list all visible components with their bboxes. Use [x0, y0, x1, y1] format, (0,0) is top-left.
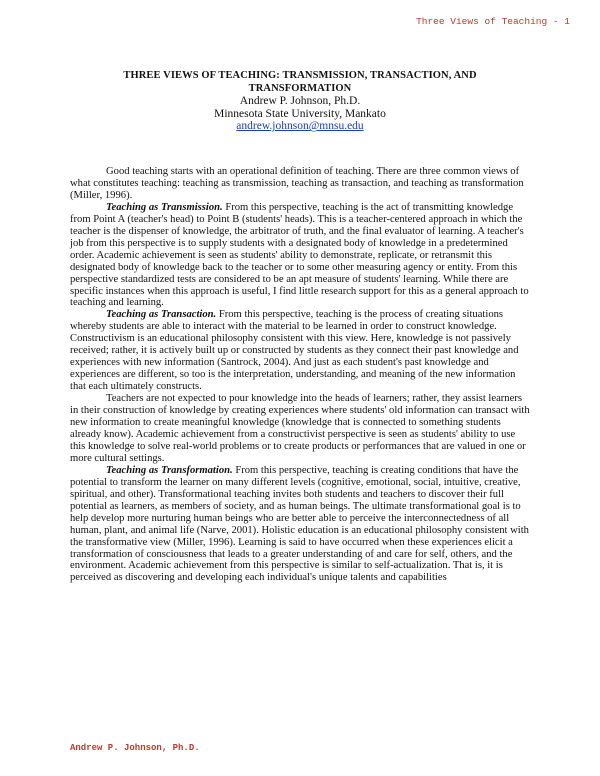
author-name: Andrew P. Johnson, Ph.D. [239, 95, 361, 108]
paper-body [70, 166, 530, 584]
paragraph-transaction [70, 309, 530, 393]
transmission-heading: Teaching as Transmission. [106, 201, 223, 213]
transmission-text: From this perspective, teaching is the act of transmitting knowledge from Point A (teacher's head) to Point B (students' heads). This is a teacher-centered approach in which the teacher is the dispenser of knowledge, the arbitrator of truth, and the final evaluator of learning. A teacher's job from this perspective is to supply students with a designated body of knowledge in a predetermined order. Academic achievement is seen as students' ability to demonstrate, replicate, or retransmit this designated body of knowledge back to the teacher or to some other measuring agency or entity. From this perspective standardized tests are considered to be an apt measure of students' learning. While there are specific instances when this approach is useful, I find little research support for this as a general approach to teaching and learning. [70, 201, 529, 309]
transformation-text: From this perspective, teaching is creating conditions that have the potential to transform the learner on many different levels (cognitive, emotional, social, intuitive, creative, spiritual, and other). Transformational teaching invites both students and teachers to discover their full potential as learners, as members of society, and as human beings. The ultimate transformational goal is to help develop more nurturing human beings who are better able to perceive the interconnectedness of all human, plant, and animal life (Narve, 2001). Holistic education is an educational philosophy consistent with the transformative view (Miller, 1996). Learning is said to have occurred when these experiences elicit a transformation of consciousness that leads to a greater understanding of and care for self, others, and the environment. Academic achievement from this perspective is similar to self-actualization. That is, it is perceived as discovering and developing each individual's unique talents and capabilities [70, 464, 529, 584]
transformation-heading: Teaching as Transformation. [106, 464, 233, 476]
transaction-text: From this perspective, teaching is the process of creating situations whereby students are able to interact with the material to be learned in order to construct knowledge. Constructivism is an educational philosophy consistent with this view. Here, knowledge is not passively received; rather, it is actively built up or constructed by students as they connect their past knowledge and experiences with new information (Santrock, 2004). And just as each student's past knowledge and experiences are different, so too is the interpretation, understanding, and meaning of the new information that each ultimately constructs. [70, 309, 519, 393]
paper-header [88, 70, 512, 133]
intro-text: Good teaching starts with an operational definition of teaching. There are three common views of what constitutes teaching: teaching as transmission, teaching as transaction, and teaching as transformation (Miller, 1996). [70, 166, 524, 201]
page-footer: Andrew P. Johnson, Ph.D. [70, 743, 200, 753]
paragraph-intro [70, 166, 530, 202]
author-affiliation: Minnesota State University, Mankato [214, 107, 386, 120]
paragraph-teachers [70, 393, 530, 465]
transaction-heading: Teaching as Transaction. [106, 309, 217, 321]
paragraph-transmission [70, 202, 530, 310]
paper-title [88, 70, 512, 95]
title-line-1: THREE VIEWS OF TEACHING: TRANSMISSION, TRANSACTION, AND [123, 70, 477, 81]
teachers-text: Teachers are not expected to pour knowledge into the heads of learners; rather, they assist learners in their construction of knowledge by creating experiences where students' old information can transact with new information to create meaningful knowledge (knowledge that is connected to something students already know). Academic achievement from a constructivist perspective is seen as students' ability to use this knowledge to solve real-world problems or to create products or performances that are valued in one or more cultural settings. [70, 393, 530, 464]
running-head: Three Views of Teaching - 1 [416, 16, 570, 27]
paragraph-transformation [70, 465, 530, 585]
author-email-link[interactable]: andrew.johnson@mnsu.edu [236, 120, 364, 133]
title-line-2: TRANSFORMATION [248, 82, 352, 94]
